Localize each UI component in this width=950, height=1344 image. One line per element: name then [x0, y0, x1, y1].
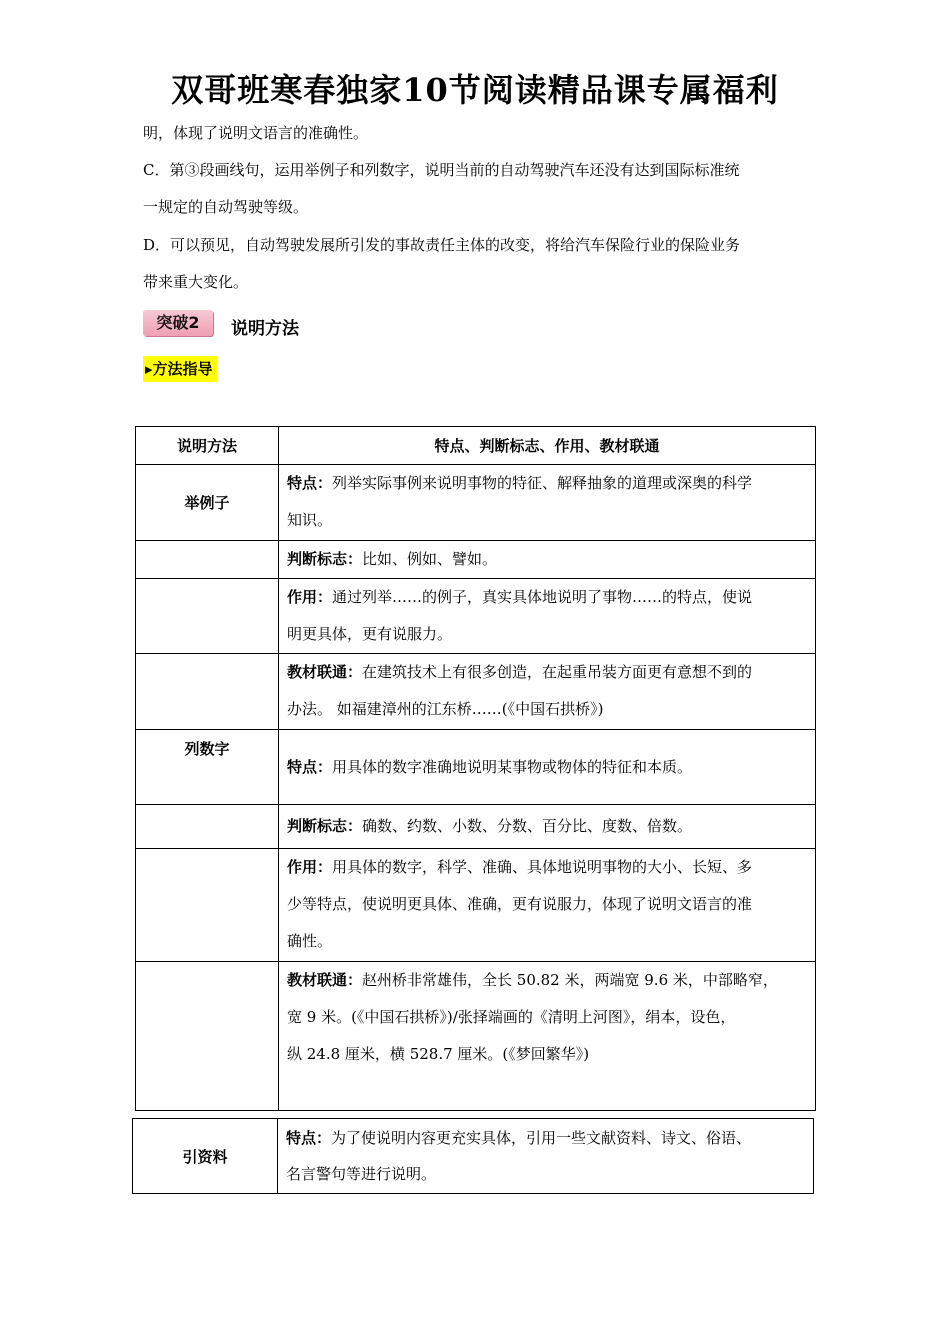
- paragraph-line: C．第③段画线句，运用举例子和列数字，说明当前的自动驾驶汽车还没有达到国际标准统: [143, 161, 740, 179]
- paragraph-line: D．可以预见，自动驾驶发展所引发的事故责任主体的改变，将给汽车保险行业的保险业务: [143, 236, 741, 254]
- detail-cell: [279, 541, 816, 579]
- table-row: [136, 541, 816, 579]
- paragraph-line: 带来重大变化。: [143, 273, 249, 291]
- method-cell: 引资料: [133, 1119, 278, 1194]
- method-cell: 列数字: [136, 730, 279, 805]
- detail-label: 特点：: [287, 474, 333, 492]
- method-cell: [136, 579, 279, 654]
- detail-text: 比如、例如、譬如。: [362, 550, 498, 568]
- detail-text: 知识。: [287, 511, 333, 529]
- table-row: [133, 1119, 814, 1194]
- table-row: [136, 654, 816, 730]
- detail-label: 作用：: [287, 858, 333, 876]
- detail-text: 名言警句等进行说明。: [286, 1165, 437, 1183]
- detail-text: 赵州桥非常雄伟，全长 50.82 米，两端宽 9.6 米，中部略窄，: [362, 971, 778, 989]
- method-cell: 举例子: [136, 465, 279, 541]
- method-cell: [136, 962, 279, 1111]
- detail-cell: [279, 465, 816, 541]
- detail-text: 列举实际事例来说明事物的特征、解释抽象的道理或深奥的科学: [332, 474, 753, 492]
- method-cell: [136, 805, 279, 849]
- detail-text: 明更具体，更有说服力。: [287, 625, 453, 643]
- section-title: 说明方法: [231, 319, 299, 339]
- detail-cell: [279, 579, 816, 654]
- method-cell: [136, 541, 279, 579]
- table-row: [136, 849, 816, 962]
- detail-label: 判断标志：: [287, 817, 363, 835]
- method-guide-label: ▸方法指导: [143, 356, 217, 382]
- table-row: [136, 579, 816, 654]
- detail-text: 少等特点，使说明更具体、准确，更有说服力，体现了说明文语言的准: [287, 895, 753, 913]
- page-header-title: 双哥班寒春独家10节阅读精品课专属福利: [171, 71, 779, 109]
- paragraph-line: 明，体现了说明文语言的准确性。: [143, 124, 369, 142]
- method-cell: [136, 654, 279, 730]
- table-header-row: [136, 427, 816, 465]
- detail-label: 教材联通：: [287, 971, 363, 989]
- header-method: 说明方法: [136, 427, 279, 465]
- detail-text: 在建筑技术上有很多创造，在起重吊装方面更有意想不到的: [362, 663, 753, 681]
- detail-cell: [279, 654, 816, 730]
- detail-label: 判断标志：: [287, 550, 363, 568]
- table-row: [136, 465, 816, 541]
- explanation-methods-table: [135, 426, 816, 1111]
- quote-method-table: [132, 1118, 814, 1194]
- header-details: 特点、判断标志、作用、教材联通: [279, 427, 816, 465]
- detail-cell: [278, 1119, 814, 1194]
- method-cell: [136, 849, 279, 962]
- detail-label: 教材联通：: [287, 663, 363, 681]
- table-row: [136, 962, 816, 1111]
- detail-cell: [279, 849, 816, 962]
- detail-label: 特点：: [286, 1129, 332, 1147]
- detail-cell: [279, 805, 816, 849]
- detail-text: 用具体的数字准确地说明某事物或物体的特征和本质。: [332, 757, 693, 776]
- detail-text: 为了使说明内容更充实具体，引用一些文献资料、诗文、俗语、: [331, 1129, 752, 1147]
- table-row: [136, 805, 816, 849]
- detail-cell: [279, 730, 816, 805]
- paragraph-line: 一规定的自动驾驶等级。: [143, 198, 309, 216]
- detail-text: 办法。 如福建漳州的江东桥……(《中国石拱桥》): [287, 700, 604, 718]
- detail-label: 作用：: [287, 588, 333, 606]
- detail-label: 特点：: [287, 757, 333, 776]
- detail-text: 确性。: [287, 932, 333, 950]
- detail-text: 确数、约数、小数、分数、百分比、度数、倍数。: [362, 817, 693, 835]
- table-row: [136, 730, 816, 805]
- detail-text: 宽 9 米。(《中国石拱桥》)/张择端画的《清明上河图》，绢本，设色，: [287, 1008, 736, 1026]
- detail-text: 通过列举……的例子，真实具体地说明了事物……的特点，使说: [332, 588, 753, 606]
- detail-text: 用具体的数字，科学、准确、具体地说明事物的大小、长短、多: [332, 858, 753, 876]
- section-badge: 突破2: [143, 310, 213, 336]
- detail-cell: [279, 962, 816, 1111]
- detail-text: 纵 24.8 厘米，横 528.7 厘米。(《梦回繁华》): [287, 1045, 590, 1063]
